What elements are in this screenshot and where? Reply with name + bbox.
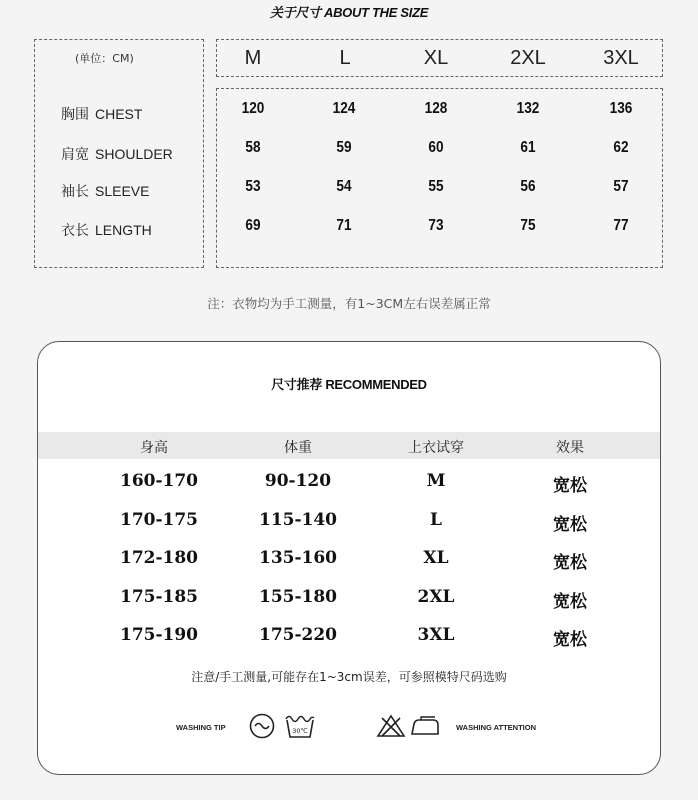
iron-icon: [409, 715, 441, 737]
weight-cell: 90-120: [264, 471, 332, 491]
wash-temp-label: 30℃: [292, 727, 308, 735]
size-value: 124: [332, 100, 356, 117]
height-cell: 175-190: [119, 625, 199, 645]
washing-tip-label: WASHING TIP: [176, 723, 226, 732]
measurement-label-box: [34, 39, 204, 268]
recommend-note: 注意/手工测量,可能存在1~3cm误差，可参照模特尺码选购: [191, 670, 507, 684]
no-bleach-icon: [376, 714, 406, 738]
row-label-shoulder: [61, 144, 173, 164]
recommend-title: 尺寸推荐 RECOMMENDED: [271, 377, 427, 392]
size-header: XL: [423, 47, 449, 69]
recommend-header-row: [38, 432, 660, 459]
size-value: 69: [245, 217, 261, 234]
row-label-en: CHEST: [95, 106, 143, 122]
height-cell: 172-180: [119, 548, 199, 568]
size-value: 71: [336, 217, 352, 234]
row-label-cn: 胸围: [61, 107, 89, 123]
size-header: L: [339, 47, 351, 69]
size-value: 136: [609, 100, 633, 117]
fit-cell: 宽松: [553, 476, 587, 496]
fit-cell: 宽松: [553, 515, 587, 535]
size-header: 2XL: [510, 47, 546, 69]
size-values-box: [216, 88, 663, 268]
size-value: 62: [613, 139, 629, 156]
size-value: 56: [520, 178, 536, 195]
size-value: 58: [245, 139, 261, 156]
size-header: 3XL: [603, 47, 639, 69]
size-value: 54: [336, 178, 352, 195]
size-cell: L: [430, 510, 442, 530]
washing-attention-label: WASHING ATTENTION: [456, 723, 536, 732]
column-header-weight: 体重: [284, 440, 312, 456]
row-label-cn: 袖长: [61, 184, 89, 200]
row-label-en: LENGTH: [95, 222, 152, 238]
row-label-sleeve: [61, 181, 149, 201]
size-cell: M: [426, 471, 446, 491]
row-label-cn: 肩宽: [61, 147, 89, 163]
size-value: 120: [241, 100, 265, 117]
size-cell: 2XL: [417, 587, 455, 607]
row-label-length: [61, 220, 152, 240]
size-value: 128: [424, 100, 448, 117]
row-label-en: SLEEVE: [95, 183, 150, 199]
height-cell: 175-185: [119, 587, 199, 607]
measurement-note: 注：衣物均为手工测量，有1~3CM左右误差属正常: [207, 296, 491, 311]
size-value: 75: [520, 217, 536, 234]
size-cell: 3XL: [417, 625, 455, 645]
size-value: 57: [613, 178, 629, 195]
size-value: 53: [245, 178, 261, 195]
column-header-height: 身高: [140, 440, 168, 456]
weight-cell: 135-160: [258, 548, 338, 568]
size-value: 61: [520, 139, 536, 156]
weight-cell: 115-140: [258, 510, 338, 530]
size-value: 55: [428, 178, 444, 195]
size-cell: XL: [423, 548, 449, 568]
page-title: 关于尺寸 ABOUT THE SIZE: [269, 5, 429, 20]
size-value: 77: [613, 217, 629, 234]
row-label-cn: 衣长: [61, 223, 89, 239]
fit-cell: 宽松: [553, 592, 587, 612]
weight-cell: 155-180: [258, 587, 338, 607]
column-header-fit: 效果: [556, 440, 584, 456]
row-label-chest: [61, 104, 142, 124]
size-value: 132: [516, 100, 540, 117]
unit-label: (单位：CM): [75, 52, 134, 65]
size-header: M: [244, 47, 262, 69]
recommend-panel: [37, 341, 661, 775]
size-value: 59: [336, 139, 352, 156]
size-value: 73: [428, 217, 444, 234]
column-header-size: 上衣试穿: [408, 440, 464, 456]
size-header-row: [216, 39, 663, 77]
gentle-wash-icon: [248, 712, 276, 740]
fit-cell: 宽松: [553, 630, 587, 650]
row-label-en: SHOULDER: [95, 146, 173, 162]
height-cell: 160-170: [119, 471, 199, 491]
wash-30-icon: [285, 713, 315, 739]
weight-cell: 175-220: [258, 625, 338, 645]
fit-cell: 宽松: [553, 553, 587, 573]
size-value: 60: [428, 139, 444, 156]
height-cell: 170-175: [119, 510, 199, 530]
